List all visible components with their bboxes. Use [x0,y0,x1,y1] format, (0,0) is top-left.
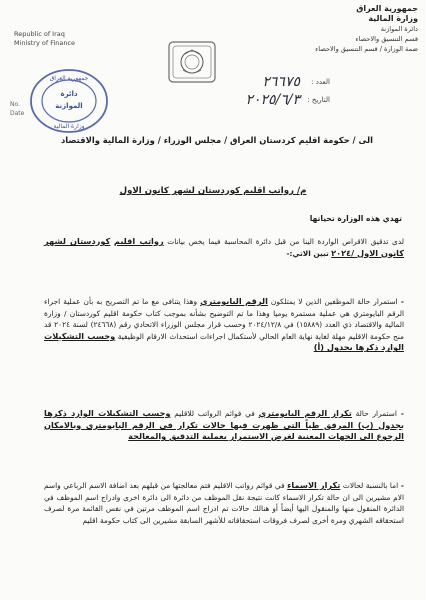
paragraph-text: في قوائم الرواتب للاقليم [174,409,255,418]
bullet-dash: - [397,297,404,306]
paragraph-text: استمرار حالة الموظفين الذين لا يمتلكون [270,297,398,306]
stamp-text: جمهورية العراق [49,75,89,82]
paragraph-biometric-missing [44,296,404,354]
paragraph-text: استمرار حالة [355,409,397,418]
paragraph-text: تبين الاتي:- [286,248,329,258]
paragraph-biometric-duplicate [44,408,404,443]
letterhead-right [296,4,418,54]
iraq-emblem-icon [165,40,219,86]
letterhead-line: ضمة الوزارة / قسم التنسيق والاحصاء [315,45,418,53]
paragraph-text: اما بالنسبة لحالات [342,481,399,490]
bullet-dash: - [396,409,404,418]
letterhead-line: Republic of Iraq [14,30,65,38]
reference-number-value: ٢٦٦٧٥ [262,74,300,90]
reference-number-label: العدد : [311,78,330,86]
reference-date-value: ٢٠٢٥/٦/٣ [245,92,300,108]
side-mark-line: No. [10,101,20,108]
letterhead-line: Ministry of Finance [14,39,76,47]
letterhead-line: دائرة الموازنة [380,25,418,33]
paragraph-emphasis: وحسب التشكيلات الوارد ذكرها بجدول (ب) المرفق طياً التي ظهرت فيها حالات تكرار في الرقم البايومتري وبالامكان الرجوع الى الجهات المعنية لغرض الاستمرار بعملية التدقيق والمعالجة [44,408,404,442]
stamp-text: الموازنة [55,102,83,110]
addressee-line: الى / حكومة اقليم كردستان العراق / مجلس الوزراء / وزارة المالية والاقتصاد [60,135,373,145]
paragraph-emphasis: كوردستان لشهر كانون الاول /٢٠٢٤ [44,236,404,258]
paragraph-text: وهذا يتنافى مع ما تم التصريح به بأن عملية اجراء الرقم البايومتري هي عملية مستمرة يوميا وهذا ما تم التوضيح بشأنه بموجب كتاب حكومة اقليم كوردستان / وزارة المالية والاقتصاد ذي العدد (١٥٨٨٩) في ٢٠٢٤/١٢/٨ وحسب قرار مجلس الوزراء الاتحادي رقم (٢٤٦٦٨) لسنة ٢٠٢٤ قد منح حكومة الاقليم مهلة لغاية نهاية العام الحالي لأستكمال اجراءات استحداث الارقام الوظيفية [44,297,405,341]
stamp-text: وزارة المالية [53,123,85,130]
letterhead-line: قسم التنسيق والاحصاء [355,35,418,43]
letterhead-line: جمهورية العراق [356,4,418,13]
paragraph-emphasis: وحسب التشكيلات [44,330,116,341]
ministry-stamp-icon [28,66,110,136]
stamp-text: دائرة [60,90,78,98]
paragraph-emphasis: تكرار الرقم البايومتري [258,408,352,418]
paragraph-emphasis: تكرار الاسماء [287,480,341,490]
letterhead-left [14,30,104,48]
letterhead-line: وزارة المالية [368,14,418,23]
paragraph-name-duplicate [44,480,404,526]
bullet-dash: - [398,481,404,490]
paragraph-emphasis: الرقم البايومتري [200,296,268,306]
paragraph-emphasis: رواتب اقليم [113,236,164,246]
side-mark-line: Date [10,110,25,117]
paragraph-text: في قوائم رواتب الاقليم فتم معالجتها من قبلهم بعد اضافة الاسم الرباعي واسم الام مشيرين الى ان حالة تكرار الاسماء كانت نتيجة نقل الموظف من دائرة الى دائرة اخرى وادراج اسم الموظف في الدائرة المنقول منها والمنقول اليها أيضاً أو هنالك حالات تم ادراج اسم الموظف مرتين في نفس القائمة مرة لصرف استحقاقه الشهري ومرة أخرى لصرف فروقات استحقاقاته للأشهر السابقة مشيرين الى كتاب حكومة اقليم [44,481,404,525]
reference-date-label: التاريخ : [307,96,330,104]
side-mark [10,100,24,118]
greeting: تهدي هذه الوزارة تحياتها [309,214,402,223]
subject-line: م/ رواتب اقليم كوردستان لشهر كانون الاول [119,186,307,196]
paragraph-intro [44,236,404,259]
paragraph-emphasis: الوارد ذكرها بجدول (أ) [313,342,404,353]
paragraph-text: لدى تدقيق الاقراص الواردة الينا من قبل دائرة المحاسبة فيما يخص بيانات [167,237,404,246]
